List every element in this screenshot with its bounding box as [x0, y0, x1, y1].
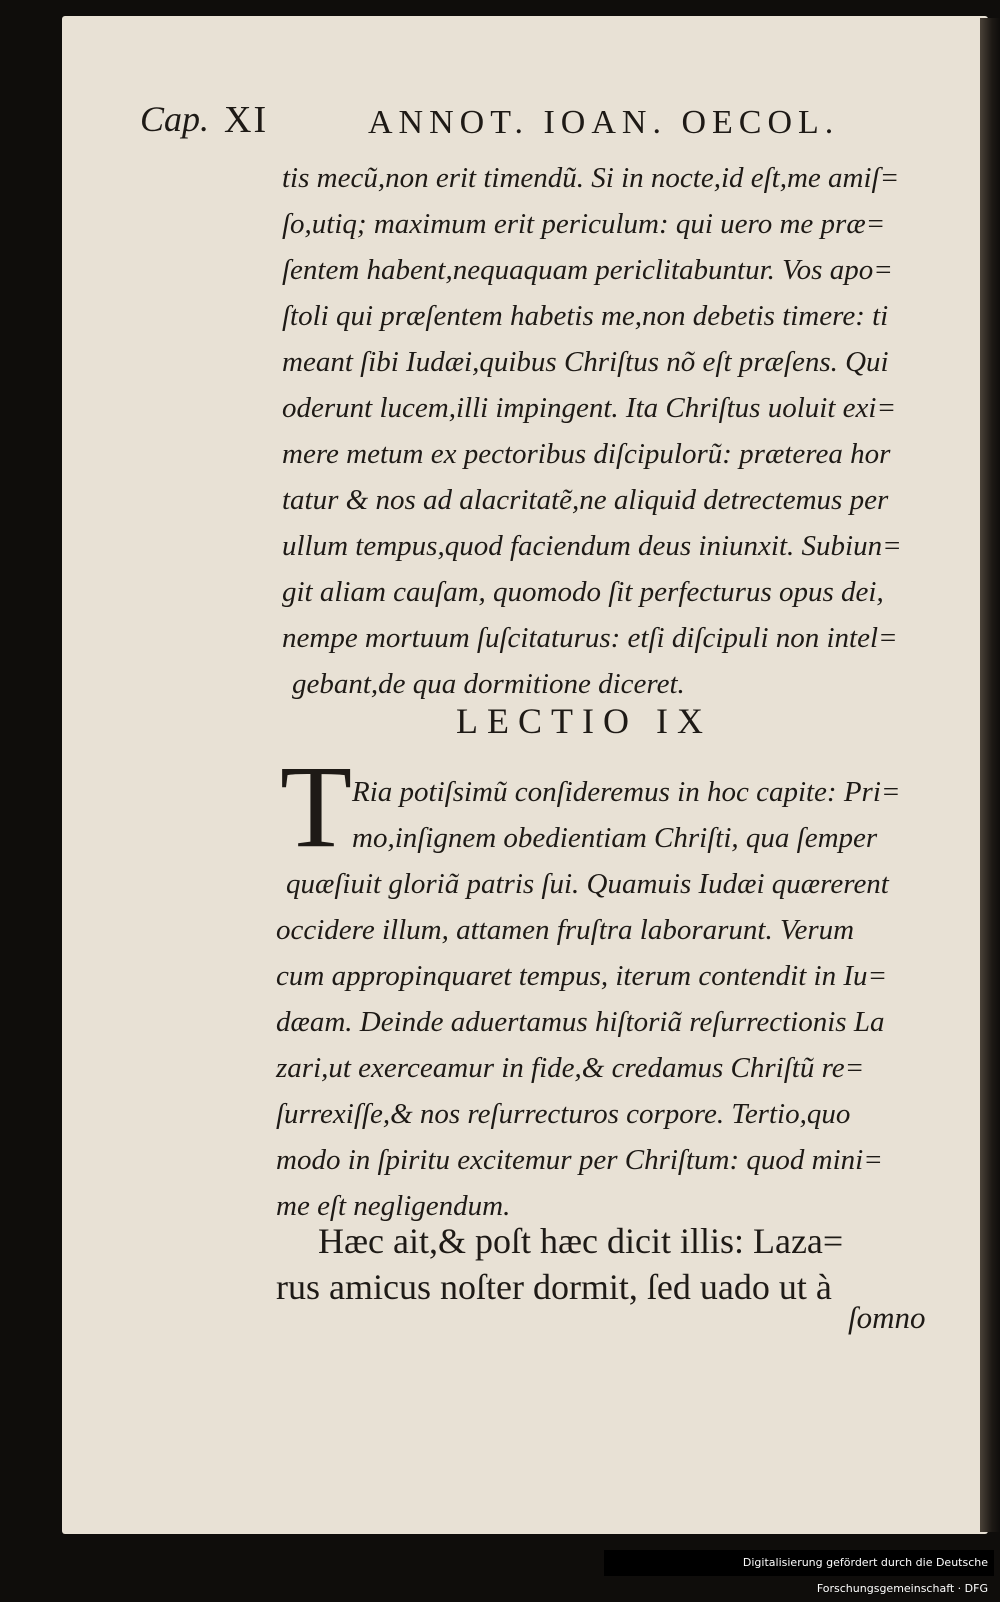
text-line: quæſiuit gloriã patris ſui. Quamuis Iudæi quærerent [286, 868, 889, 900]
running-head [0, 98, 1000, 148]
text-line: ſtoli qui præſentem habetis me,non debetis timere: ti [282, 300, 889, 332]
text-line: ſo,utiq; maximum erit periculum: qui uero me præ= [282, 208, 886, 240]
text-line: tis mecũ,non erit timendũ. Si in nocte,id eſt,me amiſ= [282, 162, 900, 194]
text-line: ſentem habent,nequaquam periclitabuntur. Vos apo= [282, 254, 893, 286]
text-line: oderunt lucem,illi impingent. Ita Chriſtus uoluit exi= [282, 392, 897, 424]
chapter-label: Cap. [140, 99, 210, 139]
section-heading: LECTIO IX [456, 701, 712, 741]
text-line: gebant,de qua dormitione diceret. [292, 668, 685, 700]
text-line: Ria potiſsimũ conſideremus in hoc capite: Pri= [352, 776, 901, 808]
text-line: ſurrexiſſe,& nos reſurrecturos corpore. Tertio,quo [276, 1098, 851, 1130]
text-line: mere metum ex pectoribus diſcipulorũ: præterea hor [282, 438, 891, 470]
binding-edge [980, 18, 1000, 1532]
text-line: nempe mortuum ſuſcitaturus: etſi diſcipuli non intel= [282, 622, 898, 654]
text-line: cum appropinquaret tempus, iterum contendit in Iu= [276, 960, 888, 992]
text-line: modo in ſpiritu excitemur per Chriſtum: quod mini= [276, 1144, 883, 1176]
text-line: ullum tempus,quod faciendum deus iniunxit. Subiun= [282, 530, 902, 562]
text-line: tatur & nos ad alacritatẽ,ne aliquid detrectemus per [282, 484, 889, 516]
text-line: dæam. Deinde aduertamus hiſtoriã reſurrectionis La [276, 1006, 885, 1038]
scripture-line: Hæc ait,& poſt hæc dicit illis: Laza= [318, 1221, 844, 1261]
text-line: mo,inſignem obedientiam Chriſti, qua ſemper [352, 822, 878, 854]
catchword: ſomno [848, 1300, 926, 1335]
text-line: occidere illum, attamen fruſtra laborarunt. Verum [276, 914, 855, 946]
scripture-line: rus amicus noſter dormit, ſed uado ut à [276, 1267, 832, 1307]
drop-cap: T [280, 741, 353, 872]
text-line: me eſt negligendum. [276, 1190, 511, 1222]
chapter-number: XI [224, 99, 269, 141]
text-line: git aliam cauſam, quomodo ſit perfecturus opus dei, [282, 576, 884, 608]
digitization-credit: Digitalisierung gefördert durch die Deutsche Forschungsgemeinschaft · DFG [604, 1550, 994, 1576]
text-line: meant ſibi Iudæi,quibus Chriſtus nõ eſt præſens. Qui [282, 346, 889, 378]
text-line: zari,ut exerceamur in fide,& credamus Chriſtũ re= [276, 1052, 865, 1084]
running-title: ANNOT. IOAN. OECOL. [368, 104, 840, 141]
